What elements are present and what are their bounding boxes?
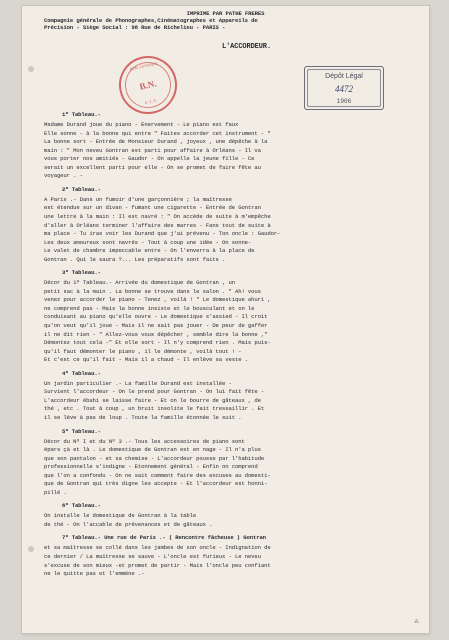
body-line: vous porter nos amitiés - Gaudor - On appelle la jeune fille - Ce	[44, 155, 255, 163]
body-line: Un jardin particulier .- La famille Durand est installée -	[44, 379, 232, 387]
body-line: On installe le domestique de Gontran à la table	[44, 512, 197, 520]
body-line: Décor du 1º Tableau.- Arrivée du domestique de Gontran , un	[44, 279, 235, 287]
section-heading: 5º Tableau.-	[62, 427, 101, 435]
body-line: venez pour accorder le piano - Tenez , voilà ! " Le domestique ahuri ,	[44, 296, 271, 304]
body-line: serait un excellent parti pour elle - On se promet de faire fête au	[44, 163, 261, 171]
body-line: que son pantalon - et sa chemise - L'accordeur pousse par l'habitude	[44, 454, 265, 462]
body-line: qu'on veut qu'il joue - Mais il ne sait pas jouer - De peur de gaffer	[44, 322, 268, 329]
body-line: La bonne sort - Entrée de Monsieur Durand , joyeux , une dépêche à la	[44, 138, 268, 146]
body-line: Survient l'accordeur - On le prend pour Gontran - On lui fait fête -	[44, 388, 265, 396]
body-line: main : " Mon neveu Gontran est parti pour affaire à Orléans - Il va	[44, 146, 261, 154]
body-line: qu'il faut démonter le piano , il le démonte , voilà tout ! -	[44, 347, 242, 355]
section-heading: 7º Tableau.- Une rue de Paris .- ( Rencontre fâcheuse ) Gontran	[62, 534, 266, 542]
header-address: Précision - Siège Social : 98 Rue de Richelieu - PARIS -	[44, 24, 226, 31]
body-line: pillé .	[44, 488, 67, 496]
body-line: et sa maîtresse se collé dans les jambes de son oncle - Indignation de	[44, 544, 271, 552]
body-line: il se lève à pas de loup . Toute la famille étonnée le suit .	[44, 413, 242, 421]
body-line: épars çà et là . Le domestique de Gontran est en nage - Il n'a plus	[44, 446, 261, 454]
body-line: Et c'est ce qu'il fait - Mais il a chaud - Il enlève sa veste .	[44, 356, 248, 364]
body-line: petit sac à la main . La bonne se trouve dans le salon . " Ah! vous	[44, 287, 261, 295]
body-line: Les deux amoureux sont navrés - Tout à coup une idée - On sonne-	[44, 238, 252, 246]
section-heading: 4º Tableau.-	[62, 369, 101, 377]
body-line: conduisant au piano qu'elle ouvre - Le domestique s'assied - Il croit	[44, 313, 268, 321]
body-line: de thé - On l'accable de prévenances et de gâteaux .	[44, 520, 213, 528]
body-line: voyageur . -	[44, 172, 83, 180]
body-line: A Paris .- Dans un fumoir d'une garçonnière ; la maîtresse	[44, 195, 232, 203]
header-company: Compagnie générale de Phonographes,Cinématographes et Appareils de	[44, 17, 258, 24]
body-line: que de Gontran qui très digne les accepte - Et l'accordeur est honni-	[44, 480, 268, 488]
body-line: Le valet de chambre impeccable entre - On l'enverra à la place de	[44, 247, 255, 255]
body-line: L'accordeur ébahi se laisse faire - Et on le bourre de gâteaux , de	[44, 396, 261, 404]
document-page	[22, 6, 429, 633]
punch-hole	[28, 546, 34, 552]
punch-hole	[28, 66, 34, 72]
section-heading: 1º Tableau.-	[62, 111, 101, 118]
body-line: Elle sonne - à la bonne qui entre " Faites accorder cet instrument - "	[44, 129, 271, 137]
section-heading: 2º Tableau.-	[62, 185, 101, 193]
body-line: thé , etc . Tout à coup , un bruit insolite le fait tressaillir . Et	[44, 405, 265, 413]
document-title: L'ACCORDEUR.	[222, 43, 271, 51]
body-line: Démontez tout cela -" Et elle sort - Il n'y comprend rien . Mais puis-	[44, 339, 271, 347]
header-printer: IMPRIME PAR PATHE FRERES	[186, 10, 265, 17]
body-line: Madame Durand joue du piano - Enervement - Le piano est faux	[44, 121, 239, 128]
library-stamp: BIBLIOTHEQUE B.N. D.I.P.	[114, 51, 183, 120]
section-heading: 3º Tableau.-	[62, 269, 101, 277]
body-line: ce dernier / La maîtresse se sauve - L'oncle est furieux - Le neveu	[44, 553, 261, 560]
body-line: que l'on a confondu - On ne sait comment faire des excuses au domesti-	[44, 471, 271, 479]
page-mark: ⁂	[414, 619, 419, 625]
depot-legal-stamp: Dépôt Légal 4472 1906	[304, 66, 384, 110]
body-line: professionnelle s'indigne - Etonnement général - Enfin on comprend	[44, 463, 258, 471]
body-line: Décor du Nº I et du Nº 3 .- Tous les accessoires de piano sont	[44, 437, 245, 445]
body-line: d'aller à Orléans terminer l'affaire des marres - Fans tout de suite à	[44, 221, 271, 229]
body-line: Gontran . Qui le saura ?... Les préparatifs sont faits .	[44, 255, 226, 263]
body-line: il ne dit rien - " Allez-vous vous dépêcher , semble dire la bonne ,"	[44, 330, 268, 338]
section-heading: 6º Tableau.-	[62, 502, 101, 510]
body-line: s'excuse de son mieux -et promet de partir - Mais l'oncle peu confiant	[44, 561, 271, 569]
body-line: ne comprend pas - Mais la bonne insiste et le bousculant et on le	[44, 304, 255, 312]
body-line: ne le quitte pas et l'emmène .-	[44, 570, 145, 578]
body-line: est étendue sur un divan - fumant une cigarette - Entrée de Gontran	[44, 204, 261, 212]
body-line: une lettre à la main : Il est navré : " On accède de suite à m'empêche	[44, 212, 271, 220]
body-line: ma place - Tu iras voir les Durand que j'ai prévenu - Ton oncle : Gaudor-	[44, 230, 281, 238]
